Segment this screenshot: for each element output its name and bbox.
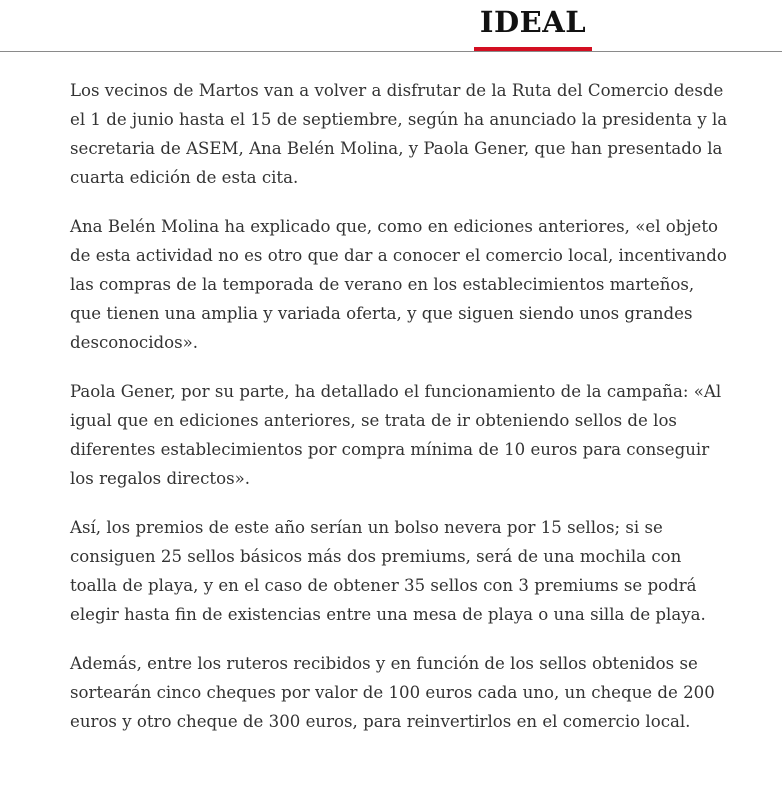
article-paragraph: Además, entre los ruteros recibidos y en función de los sellos obtenidos se sortearán cinco cheques por valor de 100 euros cada uno, un cheque de 200 euros y otro cheque de 300 euros, para reinvertirlos en el comercio local.	[70, 654, 715, 731]
site-header	[0, 0, 782, 52]
article-paragraph: Así, los premios de este año serían un bolso nevera por 15 sellos; si se consiguen 25 sellos básicos más dos premiums, será de una mochila con toalla de playa, y en el caso de obtener 35 sellos con 3 premiums se podrá elegir hasta fin de existencias entre una mesa de playa o una silla de playa.	[70, 518, 706, 624]
article-paragraph: Ana Belén Molina ha explicado que, como en ediciones anteriores, «el objeto de esta actividad no es otro que dar a conocer el comercio local, incentivando las compras de la temporada de verano en los establecimientos marteños, que tienen una amplia y variada oferta, y que siguen siendo unos grandes desconocidos».	[70, 217, 727, 352]
article-body	[70, 76, 730, 756]
article-paragraph: Los vecinos de Martos van a volver a disfrutar de la Ruta del Comercio desde el 1 de junio hasta el 15 de septiembre, según ha anunciado la presidenta y la secretaria de ASEM, Ana Belén Molina, y Paola Gener, que han presentado la cuarta edición de esta cita.	[70, 81, 728, 187]
article-paragraph: Paola Gener, por su parte, ha detallado el funcionamiento de la campaña: «Al igual que en ediciones anteriores, se trata de ir obteniendo sellos de los diferentes establecimientos por compra mínima de 10 euros para conseguir los regalos directos».	[70, 382, 722, 488]
ideal-logo[interactable]: IDEAL	[474, 5, 592, 51]
